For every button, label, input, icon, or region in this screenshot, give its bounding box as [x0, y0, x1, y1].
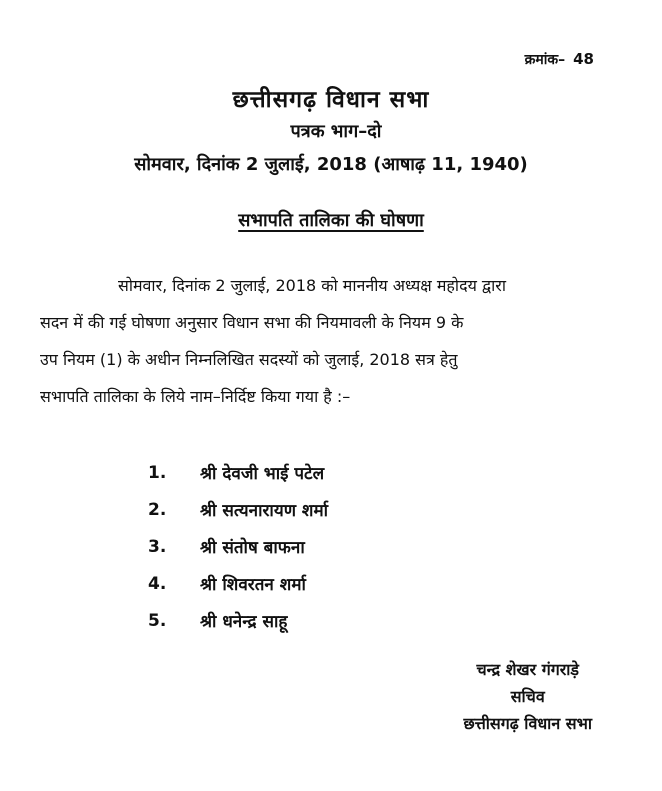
body-line: उप नियम (1) के अधीन निम्नलिखित सदस्यों को जुलाई, 2018 सत्र हेतु — [40, 350, 458, 369]
signature-block — [463, 656, 592, 737]
body-line: सोमवार, दिनांक 2 जुलाई, 2018 को माननीय अध्यक्ष महोदय द्वारा — [118, 276, 506, 295]
list-item — [148, 454, 328, 491]
member-list — [148, 454, 328, 639]
announcement-heading — [0, 208, 662, 232]
body-line: सभापति तालिका के लिये नाम–निर्दिष्ट किया गया है :– — [40, 387, 351, 406]
item-number: 1. — [148, 462, 167, 483]
list-item — [148, 528, 328, 565]
serial-value: 48 — [573, 50, 594, 68]
item-number: 2. — [148, 499, 167, 520]
member-name: श्री धनेन्द्र साहू — [200, 612, 288, 632]
item-number: 3. — [148, 536, 167, 557]
item-number: 4. — [148, 573, 167, 594]
list-item — [148, 602, 328, 639]
member-name: श्री देवजी भाई पटेल — [200, 464, 325, 484]
member-name: श्री सत्यनारायण शर्मा — [200, 501, 329, 521]
signatory-office: छत्तीसगढ़ विधान सभा — [463, 714, 592, 733]
serial-number — [525, 50, 594, 69]
list-item — [148, 491, 328, 528]
item-number: 5. — [148, 610, 167, 631]
document-date: सोमवार, दिनांक 2 जुलाई, 2018 (आषाढ़ 11, 1940) — [134, 154, 528, 175]
member-name: श्री संतोष बाफना — [200, 538, 305, 558]
member-name: श्री शिवरतन शर्मा — [200, 575, 306, 595]
serial-label: क्रमांक– — [524, 52, 566, 68]
announcement-body — [40, 267, 625, 415]
list-item — [148, 565, 328, 602]
document-title: छत्तीसगढ़ विधान सभा — [232, 87, 430, 113]
body-line: सदन में की गई घोषणा अनुसार विधान सभा की नियमावली के नियम 9 के — [40, 313, 464, 332]
document-subtitle: पत्रक भाग–दो — [290, 121, 382, 142]
signatory-name: चन्द्र शेखर गंगराड़े — [476, 660, 579, 679]
announcement-heading-text: सभापति तालिका की घोषणा — [238, 210, 424, 231]
signatory-designation: सचिव — [510, 687, 545, 706]
